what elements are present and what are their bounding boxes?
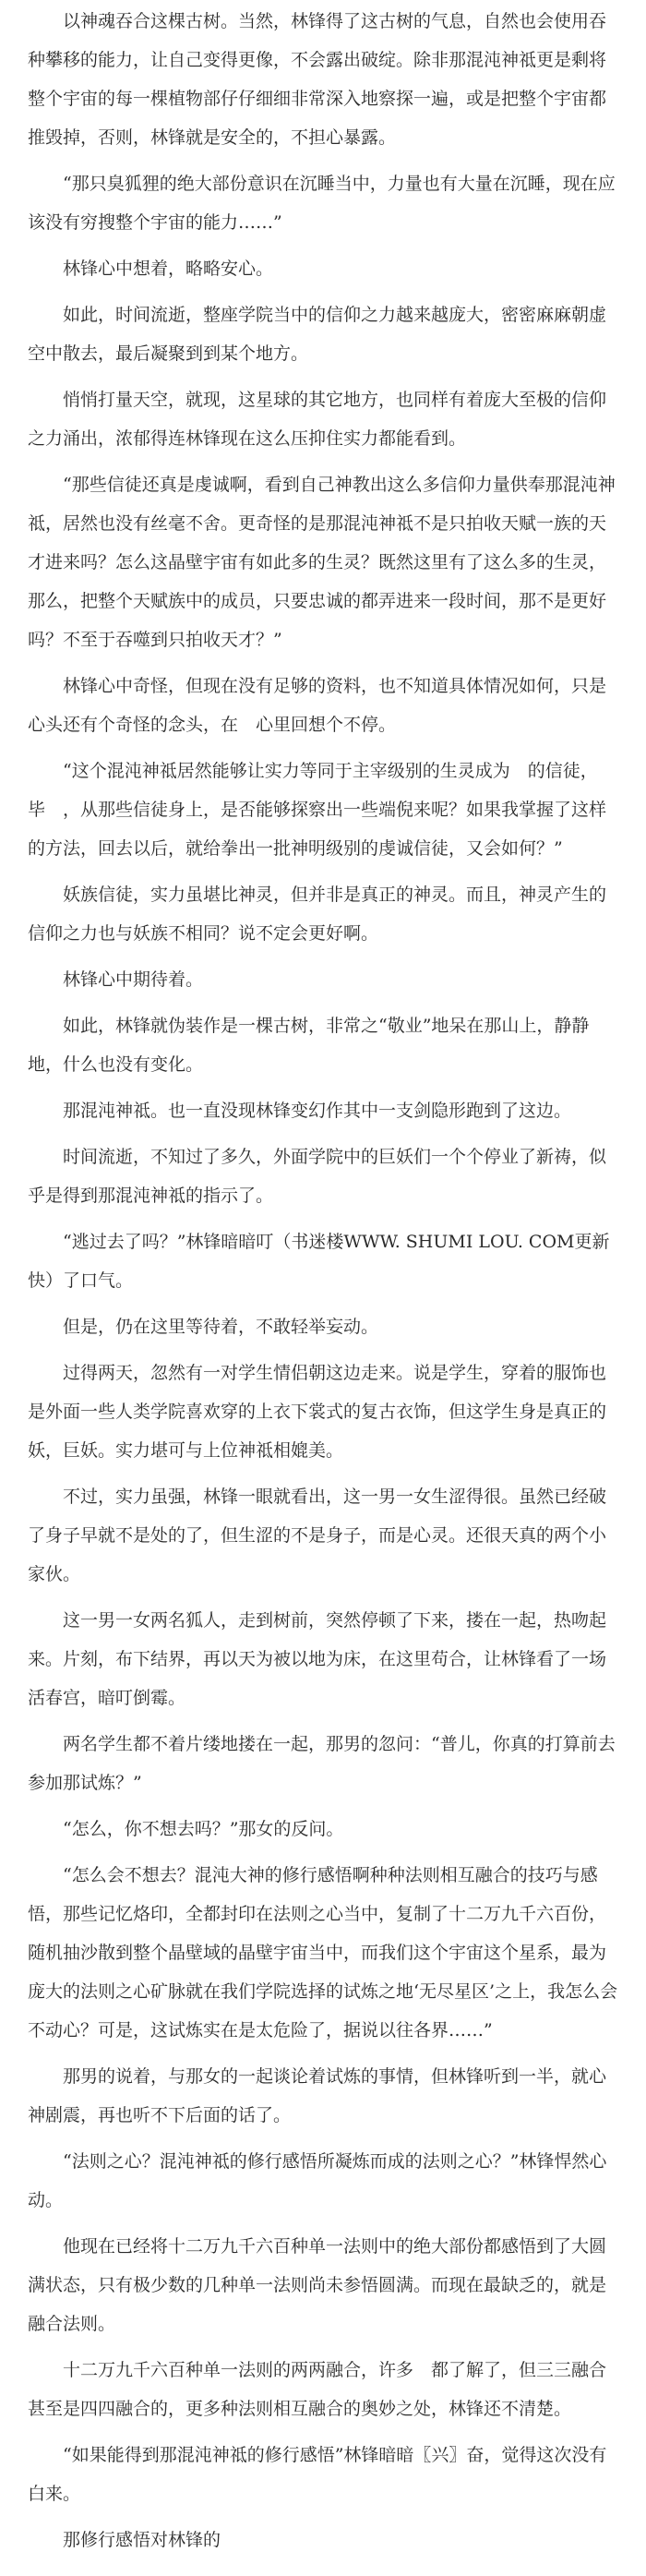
paragraph: “怎么会不想去？混沌大神的修行感悟啊种种法则相互融合的技巧与感悟，那些记忆烙印，全都封印在法则之心当中，复制了十二万九千六百份，随机抽沙散到整个晶壁域的晶壁宇宙当中，而我们这个宇宙这个星系，最为庞大的法则之心矿脉就在我们学院选择的试炼之地‘无尽星区’之上，我怎么会不动心？可是，这试炼实在是太危险了，据说以往各界……” xyxy=(28,1865,618,2040)
paragraph: 两名学生都不着片缕地搂在一起，那男的忽问：“普儿，你真的打算前去参加那试炼？” xyxy=(28,1734,616,1793)
paragraph: “这个混沌神祗居然能够让实力等同于主宰级别的生灵成为 的信徒，毕 ，从那些信徒身上，是否能够探察出一些端倪来呢？如果我掌握了这样的方法，回去以后，就给拳出一批神明级别的虔诚信徒，又会如何？” xyxy=(28,761,607,859)
paragraph: 不过，实力虽强，林锋一眼就看出，这一男一女生涩得很。虽然已经破了身子早就不是处的了，但生涩的不是身子，而是心灵。还很天真的两个小家伙。 xyxy=(28,1487,607,1584)
paragraph: 那男的说着，与那女的一起谈论着试炼的事情，但林锋听到一半，就心神剧震，再也听不下后面的话了。 xyxy=(28,2066,607,2125)
paragraph: 妖族信徒，实力虽堪比神灵，但并非是真正的神灵。而且，神灵产生的信仰之力也与妖族不相同？说不定会更好啊。 xyxy=(28,885,607,944)
paragraph: 林锋心中期待着。 xyxy=(28,969,204,990)
paragraph: 但是，仍在这里等待着，不敢轻举妄动。 xyxy=(28,1317,379,1337)
paragraph: 林锋心中奇怪，但现在没有足够的资料，也不知道具体情况如何，只是心头还有个奇怪的念头，在 心里回想个不停。 xyxy=(28,676,607,735)
paragraph: 如此，林锋就伪装作是一棵古树，非常之“敬业”地呆在那山上，静静地，什么也没有变化。 xyxy=(28,1016,590,1075)
paragraph: “那只臭狐狸的绝大部份意识在沉睡当中，力量也有大量在沉睡，现在应该没有穷搜整个宇宙的能力……” xyxy=(28,174,616,233)
paragraph: 悄悄打量天空，就现，这星球的其它地方，也同样有着庞大至极的信仰之力涌出，浓郁得连林锋现在这么压抑住实力都能看到。 xyxy=(28,390,607,449)
paragraph: “那些信徒还真是虔诚啊，看到自己神教出这么多信仰力量供奉那混沌神祗，居然也没有丝毫不舍。更奇怪的是那混沌神祗不是只拍收天赋一族的天才进来吗？怎么这晶壁宇宙有如此多的生灵？既然这里有了这么多的生灵，那么，把整个天赋族中的成员，只要忠诚的都弄进来一段时间，那不是更好吗？不至于吞噬到只拍收天才？” xyxy=(28,475,616,650)
paragraph: 那混沌神祗。也一直没现林锋变幻作其中一支剑隐形跑到了这边。 xyxy=(28,1101,572,1121)
paragraph: 以神魂吞合这棵古树。当然，林锋得了这古树的气息，自然也会使用吞种攀移的能力，让自己变得更像，不会露出破绽。除非那混沌神祗更是剩将整个宇宙的每一棵植物部仔仔细细非常深入地察探一遍，或是把整个宇宙都推毁掉，否则，林锋就是安全的，不担心暴露。 xyxy=(28,11,607,148)
paragraph: 林锋心中想着，略略安心。 xyxy=(28,259,274,279)
paragraph: 那修行感悟对林锋的 xyxy=(28,2530,221,2550)
paragraph: “法则之心？混沌神祗的修行感悟所凝炼而成的法则之心？”林锋悍然心动。 xyxy=(28,2151,607,2210)
paragraph: 这一男一女两名狐人，走到树前，突然停顿了下来，搂在一起，热吻起来。片刻，布下结界，再以天为被以地为床，在这里苟合，让林锋看了一场活春宫，暗叮倒霉。 xyxy=(28,1610,607,1708)
paragraph: 时间流逝，不知过了多久，外面学院中的巨妖们一个个停业了新祷，似乎是得到那混沌神祗的指示了。 xyxy=(28,1147,607,1206)
paragraph: “怎么，你不想去吗？”那女的反问。 xyxy=(28,1819,344,1839)
paragraph: 十二万九千六百种单一法则的两两融合，许多 都了解了，但三三融合甚至是四四融合的，更多种法则相互融合的奥妙之处，林锋还不清楚。 xyxy=(28,2360,607,2419)
paragraph: “逃过去了吗？”林锋暗暗叮（书迷楼WWW. SHUMI LOU. COM更新快）了口气。 xyxy=(28,1232,610,1291)
paragraph: “如果能得到那混沌神祗的修行感悟”林锋暗暗〖兴〗奋，觉得这次没有白来。 xyxy=(28,2445,607,2504)
paragraph: 如此，时间流逝，整座学院当中的信仰之力越来越庞大，密密麻麻朝虚空中散去，最后凝聚到到某个地方。 xyxy=(28,305,607,364)
paragraph: 过得两天，忽然有一对学生情侣朝这边走来。说是学生，穿着的服饰也是外面一些人类学院喜欢穿的上衣下裳式的复古衣饰，但这学生身是真正的妖，巨妖。实力堪可与上位神祗相媲美。 xyxy=(28,1363,607,1461)
paragraph: 他现在已经将十二万九千六百种单一法则中的绝大部份都感悟到了大圆满状态，只有极少数的几种单一法则尚未参悟圆满。而现在最缺乏的，就是融合法则。 xyxy=(28,2236,607,2334)
